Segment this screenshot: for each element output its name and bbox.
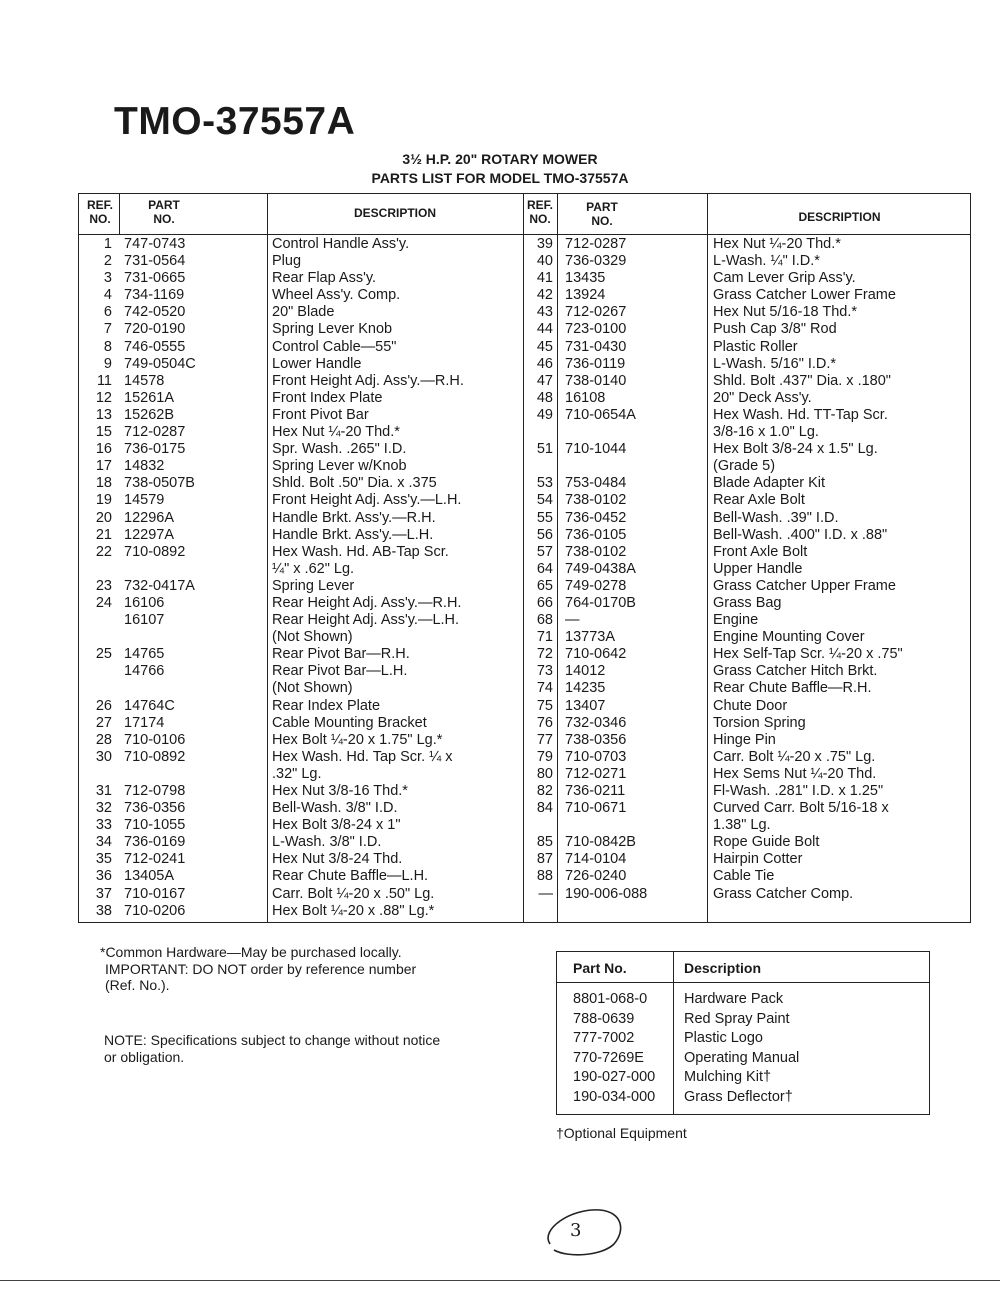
part-description: Grass Catcher Upper Frame xyxy=(713,577,896,594)
part-number: 731-0564 xyxy=(124,253,186,270)
ref-number: 48 xyxy=(536,389,553,406)
part-number: 738-0356 xyxy=(565,731,627,748)
header-description-left: DESCRIPTION xyxy=(353,206,436,220)
part-description: Upper Handle xyxy=(713,560,803,577)
part-description: Grass Catcher Comp. xyxy=(713,885,854,902)
part-number xyxy=(124,680,196,697)
ref-number: 32 xyxy=(95,800,112,817)
part-number: 710-0703 xyxy=(565,748,627,765)
part-description: Front Height Adj. Ass'y.—R.H. xyxy=(272,372,464,389)
ref-number: 18 xyxy=(95,475,112,492)
part-description: Spring Lever xyxy=(272,577,355,594)
left-part-column xyxy=(124,236,196,920)
ref-number: 80 xyxy=(536,765,553,782)
ref-number: 33 xyxy=(95,817,112,834)
part-description: Rear Height Adj. Ass'y.—L.H. xyxy=(272,612,460,629)
ref-number: 88 xyxy=(536,868,553,885)
part-number: 736-0452 xyxy=(565,509,627,526)
optional-equipment-note: †Optional Equipment xyxy=(556,1125,687,1141)
part-number: 749-0278 xyxy=(565,577,627,594)
part-description: Rear Pivot Bar—R.H. xyxy=(272,646,410,663)
part-description: L-Wash. ¼" I.D.* xyxy=(713,253,820,270)
ref-number: — xyxy=(538,885,553,902)
part-description: Handle Brkt. Ass'y.—R.H. xyxy=(272,509,436,526)
ref-number xyxy=(79,629,112,646)
part-description: Rear Index Plate xyxy=(272,697,381,714)
page-number-mark xyxy=(530,1200,630,1265)
part-description: Shld. Bolt .437" Dia. x .180" xyxy=(713,372,891,389)
ref-number: 2 xyxy=(103,253,112,270)
part-number: 14579 xyxy=(124,492,165,509)
part-description: Hex Wash. Hd. Tap Scr. ¼ x xyxy=(272,748,453,765)
part-description: Hex Bolt ¼-20 x .88" Lg.* xyxy=(272,902,435,919)
part-number: 712-0241 xyxy=(124,851,186,868)
ref-number: 3 xyxy=(103,270,112,287)
ref-number xyxy=(79,612,112,629)
part-description: Grass Bag xyxy=(713,594,782,611)
part-number: 13407 xyxy=(565,697,606,714)
part-description: 3/8-16 x 1.0" Lg. xyxy=(713,424,819,441)
common-hardware-footnote xyxy=(100,944,416,994)
ref-number xyxy=(79,561,112,578)
part-description: Chute Door xyxy=(713,697,788,714)
part-description: Rear Chute Baffle—L.H. xyxy=(272,868,429,885)
part-number: 726-0240 xyxy=(565,868,627,885)
part-description: 20" Blade xyxy=(272,304,335,321)
part-description: Curved Carr. Bolt 5/16-18 x xyxy=(713,800,889,817)
bottom-rule xyxy=(0,1280,1000,1281)
part-description: L-Wash. 5/16" I.D.* xyxy=(713,355,837,372)
part-number: 746-0555 xyxy=(124,338,186,355)
part-description: ¼" x .62" Lg. xyxy=(272,560,355,577)
ref-number: 17 xyxy=(95,458,112,475)
part-number: 712-0798 xyxy=(124,783,186,799)
ref-number: 51 xyxy=(536,441,553,458)
part-number: 753-0484 xyxy=(565,475,627,492)
part-number: 731-0665 xyxy=(124,270,186,287)
part-number: 736-0119 xyxy=(565,355,626,372)
column-divider xyxy=(557,194,558,922)
ref-number: 53 xyxy=(536,475,553,492)
column-divider xyxy=(267,194,268,922)
accessory-description: Red Spray Paint xyxy=(684,1010,790,1027)
ref-number: 46 xyxy=(536,355,553,372)
part-description: Carr. Bolt ¼-20 x .75" Lg. xyxy=(713,748,876,765)
specifications-note xyxy=(104,1032,440,1066)
accessories-header-part-no: Part No. xyxy=(573,960,627,976)
part-description: Carr. Bolt ¼-20 x .50" Lg. xyxy=(272,885,435,902)
accessories-table xyxy=(556,951,930,1115)
accessory-part-number: 190-034-000 xyxy=(573,1088,656,1105)
ref-number: 24 xyxy=(95,594,112,611)
ref-number: 34 xyxy=(95,834,112,851)
part-description: Front Axle Bolt xyxy=(713,543,808,560)
ref-number: 6 xyxy=(103,304,112,321)
ref-number: 1 xyxy=(103,236,112,252)
ref-number: 4 xyxy=(103,287,112,304)
part-number: 742-0520 xyxy=(124,304,186,321)
part-description: Hex Nut ¼-20 Thd.* xyxy=(713,236,841,252)
part-number: 14235 xyxy=(565,680,606,697)
ref-number: 41 xyxy=(536,270,553,287)
part-number: 710-1055 xyxy=(124,817,186,834)
accessory-part-number: 777-7002 xyxy=(573,1030,635,1047)
part-description: Rear Height Adj. Ass'y.—R.H. xyxy=(272,594,462,611)
ref-number: 85 xyxy=(536,834,553,851)
part-number: 738-0102 xyxy=(565,492,627,509)
part-number: 738-0140 xyxy=(565,372,627,389)
accessories-description-column xyxy=(684,990,799,1108)
ref-number: 39 xyxy=(536,236,553,252)
header-part-no-right: PART NO. xyxy=(586,200,618,228)
part-number: 712-0271 xyxy=(565,765,627,782)
part-description: Hex Wash. Hd. TT-Tap Scr. xyxy=(713,406,888,423)
part-description: Grass Catcher Lower Frame xyxy=(713,287,896,304)
right-ref-column xyxy=(523,236,553,903)
part-description: (Grade 5) xyxy=(713,458,776,475)
part-number: 712-0287 xyxy=(124,424,186,441)
ref-number: 76 xyxy=(536,714,553,731)
ref-number: 16 xyxy=(95,441,112,458)
part-number: 749-0504C xyxy=(124,355,196,372)
ref-number: 55 xyxy=(536,509,553,526)
ref-number: 12 xyxy=(95,389,112,406)
ref-number xyxy=(523,817,553,834)
accessory-description: Grass Deflector† xyxy=(684,1088,793,1105)
ref-number: 71 xyxy=(536,629,553,646)
ref-number: 84 xyxy=(536,800,553,817)
part-description: Wheel Ass'y. Comp. xyxy=(272,287,401,304)
part-number: 13435 xyxy=(565,270,606,287)
part-number: 710-0671 xyxy=(565,800,627,817)
ref-number: 54 xyxy=(536,492,553,509)
part-description: Hex Wash. Hd. AB-Tap Scr. xyxy=(272,543,449,560)
part-number: 736-0169 xyxy=(124,834,186,851)
part-description: L-Wash. 3/8" I.D. xyxy=(272,834,382,851)
part-description: 20" Deck Ass'y. xyxy=(713,389,812,406)
ref-number: 40 xyxy=(536,253,553,270)
part-number: 710-0106 xyxy=(124,731,186,748)
part-number: 738-0507B xyxy=(124,475,195,492)
document-subtitle xyxy=(0,150,1000,188)
ref-number: 15 xyxy=(95,424,112,441)
ref-number: 37 xyxy=(95,885,112,902)
part-description: Hex Sems Nut ¼-20 Thd. xyxy=(713,765,877,782)
part-description: Rear Pivot Bar—L.H. xyxy=(272,663,408,680)
part-description: Spring Lever w/Knob xyxy=(272,458,407,475)
ref-number: 49 xyxy=(536,406,553,423)
left-description-column xyxy=(272,236,464,920)
header-ref-no-left: REF. NO. xyxy=(86,198,113,226)
note-line: or obligation. xyxy=(104,1049,185,1065)
part-description: Torsion Spring xyxy=(713,714,806,731)
part-description: Front Height Adj. Ass'y.—L.H. xyxy=(272,492,462,509)
part-description: (Not Shown) xyxy=(272,680,353,697)
part-number: 732-0417A xyxy=(124,577,195,594)
part-number: 14578 xyxy=(124,372,165,389)
part-number: 16107 xyxy=(124,612,165,629)
part-number: 710-0206 xyxy=(124,902,186,919)
ref-number xyxy=(79,680,112,697)
left-ref-column xyxy=(79,236,112,920)
part-number: 723-0100 xyxy=(565,321,627,338)
header-rule xyxy=(79,234,970,235)
part-description: Rear Flap Ass'y. xyxy=(272,270,377,287)
part-description: Spring Lever Knob xyxy=(272,321,393,338)
ref-number: 64 xyxy=(536,560,553,577)
part-description: Bell-Wash. .39" I.D. xyxy=(713,509,839,526)
part-description: Cable Tie xyxy=(713,868,775,885)
part-number: 12297A xyxy=(124,526,174,543)
part-description: Hex Nut 3/8-24 Thd. xyxy=(272,851,403,868)
ref-number xyxy=(79,663,112,680)
part-number xyxy=(565,458,647,475)
ref-number: 7 xyxy=(103,321,112,338)
part-description: Grass Catcher Hitch Brkt. xyxy=(713,663,878,680)
ref-number: 82 xyxy=(536,783,553,799)
footnote-line: *Common Hardware—May be purchased locally. xyxy=(100,944,402,960)
part-number: 720-0190 xyxy=(124,321,186,338)
part-number: 17174 xyxy=(124,714,165,731)
part-number: 14766 xyxy=(124,663,165,680)
accessory-description: Hardware Pack xyxy=(684,991,784,1007)
ref-number: 11 xyxy=(96,372,112,389)
ref-number: 45 xyxy=(536,338,553,355)
accessory-description: Operating Manual xyxy=(684,1049,800,1066)
ref-number: 20 xyxy=(95,509,112,526)
part-number xyxy=(124,561,196,578)
part-number: 710-0892 xyxy=(124,748,186,765)
ref-number: 25 xyxy=(95,646,112,663)
part-description: Shld. Bolt .50" Dia. x .375 xyxy=(272,475,437,492)
part-description: Rear Axle Bolt xyxy=(713,492,805,509)
right-part-column xyxy=(565,236,647,903)
ref-number: 30 xyxy=(95,748,112,765)
accessory-part-number: 770-7269E xyxy=(573,1049,644,1066)
part-number: 736-0329 xyxy=(565,253,627,270)
part-description: Control Handle Ass'y. xyxy=(272,236,410,252)
accessories-header-description: Description xyxy=(684,960,762,976)
part-number: 710-1044 xyxy=(565,441,627,458)
part-description: Handle Brkt. Ass'y.—L.H. xyxy=(272,526,434,543)
accessories-header-rule xyxy=(557,982,929,983)
page-number: 3 xyxy=(570,1220,582,1241)
part-number: — xyxy=(565,612,580,629)
part-description: Cam Lever Grip Ass'y. xyxy=(713,270,856,287)
part-description: Fl-Wash. .281" I.D. x 1.25" xyxy=(713,783,884,799)
ref-number: 75 xyxy=(536,697,553,714)
accessory-part-number: 190-027-000 xyxy=(573,1069,656,1086)
part-description: Plug xyxy=(272,253,302,270)
part-description: Rope Guide Bolt xyxy=(713,834,820,851)
part-number: 734-1169 xyxy=(124,287,185,304)
part-description: Front Index Plate xyxy=(272,389,383,406)
part-description: Hex Nut 3/8-16 Thd.* xyxy=(272,783,408,799)
part-description: Bell-Wash. 3/8" I.D. xyxy=(272,800,398,817)
right-description-column xyxy=(713,236,903,903)
part-description: Push Cap 3/8" Rod xyxy=(713,321,837,338)
part-description: Blade Adapter Kit xyxy=(713,475,826,492)
ref-number: 36 xyxy=(95,868,112,885)
part-description: Rear Chute Baffle—R.H. xyxy=(713,680,872,697)
part-number: 712-0267 xyxy=(565,304,627,321)
ref-number: 13 xyxy=(95,406,112,423)
column-divider xyxy=(707,194,708,922)
ref-number: 68 xyxy=(536,612,553,629)
part-description: Engine xyxy=(713,612,759,629)
part-number: 13405A xyxy=(124,868,174,885)
ref-number: 57 xyxy=(536,543,553,560)
ref-number xyxy=(79,766,112,783)
part-description: Hairpin Cotter xyxy=(713,851,803,868)
accessory-description: Mulching Kit† xyxy=(684,1069,772,1086)
part-number: 714-0104 xyxy=(565,851,627,868)
part-number: 732-0346 xyxy=(565,714,627,731)
part-description: Lower Handle xyxy=(272,355,362,372)
part-description: Bell-Wash. .400" I.D. x .88" xyxy=(713,526,888,543)
ref-number: 28 xyxy=(95,731,112,748)
part-description: Engine Mounting Cover xyxy=(713,629,865,646)
note-line: NOTE: Specifications subject to change without notice xyxy=(104,1032,441,1048)
part-description: Hex Bolt 3/8-24 x 1.5" Lg. xyxy=(713,441,878,458)
ref-number: 26 xyxy=(95,697,112,714)
parts-table xyxy=(78,193,971,923)
part-number xyxy=(565,817,647,834)
ref-number: 47 xyxy=(536,372,553,389)
ref-number: 73 xyxy=(536,663,553,680)
part-number: 14764C xyxy=(124,697,175,714)
accessory-part-number: 8801-068-0 xyxy=(573,991,648,1007)
accessories-part-column xyxy=(573,990,655,1108)
part-description: Hex Nut 5/16-18 Thd.* xyxy=(713,304,858,321)
ref-number: 35 xyxy=(95,851,112,868)
ref-number: 19 xyxy=(95,492,112,509)
part-number: 16106 xyxy=(124,594,165,611)
part-description: Front Pivot Bar xyxy=(272,406,369,423)
part-number: 710-0892 xyxy=(124,543,186,560)
part-description: Hex Self-Tap Scr. ¼-20 x .75" xyxy=(713,646,903,663)
ref-number: 8 xyxy=(103,338,112,355)
ref-number: 23 xyxy=(95,577,112,594)
part-number: 736-0356 xyxy=(124,800,186,817)
part-description: (Not Shown) xyxy=(272,629,353,646)
ref-number: 38 xyxy=(95,902,112,919)
part-number: 736-0175 xyxy=(124,441,186,458)
part-number xyxy=(565,424,647,441)
part-description: Control Cable—55" xyxy=(272,338,397,355)
header-part-no-left: PART NO. xyxy=(148,198,180,226)
part-number: 12296A xyxy=(124,509,174,526)
ref-number: 65 xyxy=(536,577,553,594)
part-number xyxy=(124,629,196,646)
ref-number: 74 xyxy=(536,680,553,697)
part-description: Hex Bolt ¼-20 x 1.75" Lg.* xyxy=(272,731,443,748)
part-number: 15262B xyxy=(124,406,174,423)
part-description: Spr. Wash. .265" I.D. xyxy=(272,441,407,458)
part-number: 14765 xyxy=(124,646,165,663)
accessories-column-divider xyxy=(673,952,674,1114)
part-number: 710-0642 xyxy=(565,646,627,663)
part-description: Plastic Roller xyxy=(713,338,798,355)
part-number: 731-0430 xyxy=(565,338,627,355)
part-number: 764-0170B xyxy=(565,594,636,611)
footnote-line: IMPORTANT: DO NOT order by reference number xyxy=(105,960,417,977)
ref-number: 27 xyxy=(95,714,112,731)
part-number: 710-0654A xyxy=(565,406,636,423)
ref-number: 79 xyxy=(536,748,553,765)
ref-number: 72 xyxy=(536,646,553,663)
accessory-description: Plastic Logo xyxy=(684,1030,763,1047)
part-number: 712-0287 xyxy=(565,236,627,252)
part-number: 710-0842B xyxy=(565,834,636,851)
part-number: 14012 xyxy=(565,663,606,680)
part-number: 190-006-088 xyxy=(565,885,648,902)
part-description: Hex Nut ¼-20 Thd.* xyxy=(272,424,400,441)
part-number: 13924 xyxy=(565,287,606,304)
ref-number xyxy=(523,424,553,441)
ref-number: 9 xyxy=(103,355,112,372)
part-description: Hex Bolt 3/8-24 x 1" xyxy=(272,817,401,834)
footnote-line: (Ref. No.). xyxy=(105,977,170,993)
part-number xyxy=(124,766,196,783)
ref-number: 77 xyxy=(536,731,553,748)
part-description: .32" Lg. xyxy=(272,765,322,782)
ref-number: 21 xyxy=(95,526,112,543)
part-number: 749-0438A xyxy=(565,560,636,577)
subtitle-line-2: PARTS LIST FOR MODEL TMO-37557A xyxy=(371,170,629,186)
ref-number xyxy=(523,458,553,475)
part-number: 736-0105 xyxy=(565,526,627,543)
ref-number: 44 xyxy=(536,321,553,338)
header-description-right: DESCRIPTION xyxy=(798,210,881,224)
part-number: 710-0167 xyxy=(124,885,186,902)
ref-number: 31 xyxy=(95,783,112,799)
ref-number: 42 xyxy=(536,287,553,304)
ref-number: 22 xyxy=(95,543,112,560)
header-ref-no-right: REF. NO. xyxy=(526,198,553,226)
ref-number: 87 xyxy=(536,851,553,868)
part-number: 16108 xyxy=(565,389,606,406)
ref-number: 56 xyxy=(536,526,553,543)
ref-number: 66 xyxy=(536,594,553,611)
document-title: TMO-37557A xyxy=(114,100,356,143)
part-number: 13773A xyxy=(565,629,615,646)
part-number: 736-0211 xyxy=(565,783,626,799)
accessory-part-number: 788-0639 xyxy=(573,1010,635,1027)
part-number: 738-0102 xyxy=(565,543,627,560)
part-number: 15261A xyxy=(124,389,174,406)
part-description: Cable Mounting Bracket xyxy=(272,714,427,731)
part-description: Hinge Pin xyxy=(713,731,776,748)
part-number: 747-0743 xyxy=(124,236,186,252)
part-number: 14832 xyxy=(124,458,165,475)
part-description: 1.38" Lg. xyxy=(713,817,771,834)
ref-number: 43 xyxy=(536,304,553,321)
subtitle-line-1: 3½ H.P. 20" ROTARY MOWER xyxy=(402,151,598,167)
